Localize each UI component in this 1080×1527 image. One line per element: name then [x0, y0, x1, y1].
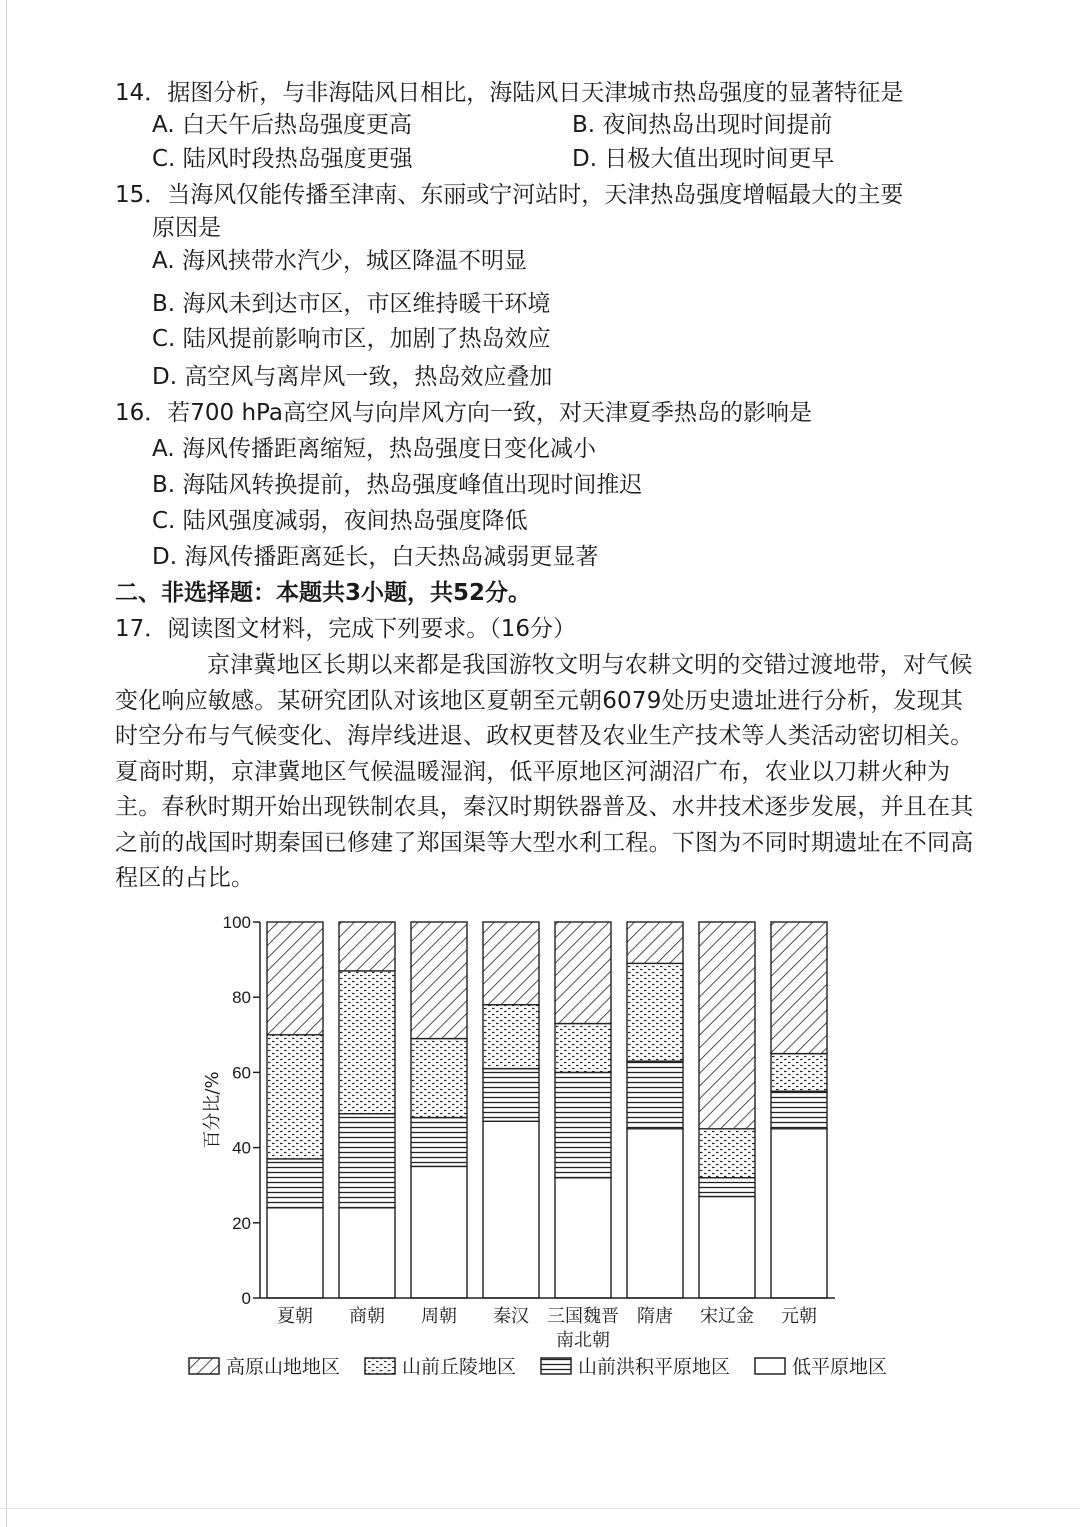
bar-segment-horizontal — [483, 1069, 539, 1122]
legend-label: 山前洪积平原地区 — [578, 1356, 731, 1378]
y-tick-label: 100 — [222, 913, 251, 932]
section-2-heading: 二、非选择题：本题共3小题，共52分。 — [115, 580, 532, 606]
legend-swatch-blank — [754, 1357, 786, 1375]
x-category-label: 宋辽金 — [700, 1306, 754, 1327]
x-category-label: 周朝 — [421, 1306, 457, 1327]
bar-segment-blank — [771, 1129, 827, 1298]
bar-segment-horizontal — [555, 1072, 611, 1177]
question-17-stem: 17．阅读图文材料，完成下列要求。（16分） — [115, 616, 577, 642]
bar-segment-diagonal — [699, 922, 755, 1129]
question-15-stem-line2: 原因是 — [152, 215, 221, 241]
legend-item-hills — [364, 1352, 516, 1379]
bar-segment-blank — [339, 1208, 395, 1298]
bar-segment-horizontal — [267, 1159, 323, 1208]
q14-option-d: D. 日极大值出现时间更早 — [572, 146, 835, 172]
y-axis-label: 百分比/% — [202, 1071, 223, 1149]
bar-segment-diagonal — [411, 922, 467, 1039]
legend-item-alluvial — [540, 1352, 730, 1379]
y-tick-label: 0 — [241, 1289, 251, 1308]
bar-segment-horizontal — [699, 1178, 755, 1197]
bar-segment-blank — [483, 1121, 539, 1298]
bar-segment-blank — [411, 1166, 467, 1298]
q15-option-d: D. 高空风与离岸风一致，热岛效应叠加 — [152, 364, 553, 390]
bar-segment-dotted — [267, 1035, 323, 1159]
page-bottom-edge — [0, 1508, 1080, 1509]
bar-segment-blank — [627, 1129, 683, 1298]
legend-label: 山前丘陵地区 — [402, 1356, 517, 1378]
bar-segment-horizontal — [411, 1118, 467, 1167]
bar-segment-diagonal — [483, 922, 539, 1005]
q15-option-c: C. 陆风提前影响市区，加剧了热岛效应 — [152, 326, 551, 352]
y-tick-label: 80 — [232, 988, 251, 1008]
bar-segment-dotted — [339, 971, 395, 1114]
bar-segment-horizontal — [771, 1091, 827, 1129]
question-17-paragraph: 京津冀地区长期以来都是我国游牧文明与农耕文明的交错过渡地带，对气候变化响应敏感。某研究团队对该地区夏朝至元朝6079处历史遗址进行分析，发现其时空分布与气候变化、海岸线进退、政权更替及农业生产技术等人类活动密切相关。夏商时期，京津冀地区气候温暖湿润，低平原地区河湖沼广布，农业以刀耕火种为主。春秋时期开始出现铁制农具，秦汉时期铁器普及、水井技术逐步发展，并且在其之前的战国时期秦国已修建了郑国渠等大型水利工程。下图为不同时期遗址在不同高程区的占比。 — [115, 652, 974, 891]
legend-swatch-dotted — [364, 1357, 396, 1375]
bar-segment-blank — [699, 1196, 755, 1298]
q16-option-b: B. 海陆风转换提前，热岛强度峰值出现时间推迟 — [152, 472, 643, 498]
stacked-bar-chart — [180, 905, 860, 1355]
legend-swatch-horizontal — [540, 1357, 572, 1375]
bar-segment-diagonal — [267, 922, 323, 1035]
bar-segment-diagonal — [627, 922, 683, 963]
legend-label: 高原山地地区 — [226, 1356, 341, 1378]
y-tick-label: 20 — [232, 1213, 251, 1233]
q15-option-a: A. 海风挟带水汽少，城区降温不明显 — [152, 248, 527, 274]
q14-option-b: B. 夜间热岛出现时间提前 — [572, 112, 833, 138]
legend-item-lowplain — [754, 1352, 887, 1379]
bar-segment-dotted — [483, 1005, 539, 1069]
legend-swatch-diagonal — [188, 1357, 220, 1375]
bar-segment-horizontal — [627, 1061, 683, 1129]
legend-item-plateau — [188, 1352, 340, 1379]
y-tick-label: 40 — [232, 1138, 251, 1158]
question-14-stem: 14．据图分析，与非海陆风日相比，海陆风日天津城市热岛强度的显著特征是 — [115, 80, 904, 106]
bar-segment-blank — [555, 1178, 611, 1298]
q16-option-d: D. 海风传播距离延长，白天热岛减弱更显著 — [152, 544, 599, 570]
bar-segment-diagonal — [339, 922, 395, 971]
bar-segment-diagonal — [771, 922, 827, 1054]
x-category-label: 三国魏晋 — [547, 1306, 619, 1327]
q14-option-a: A. 白天午后热岛强度更高 — [152, 112, 412, 138]
question-15-stem-line1: 15．当海风仅能传播至津南、东丽或宁河站时，天津热岛强度增幅最大的主要 — [115, 182, 904, 208]
x-category-label: 隋唐 — [637, 1306, 673, 1327]
x-category-label: 夏朝 — [277, 1306, 313, 1327]
question-16-stem: 16．若700 hPa高空风与向岸风方向一致，对天津夏季热岛的影响是 — [115, 400, 812, 426]
q15-option-b: B. 海风未到达市区，市区维持暖干环境 — [152, 291, 551, 317]
bar-segment-dotted — [627, 963, 683, 1061]
bar-segment-dotted — [771, 1054, 827, 1092]
bar-segment-dotted — [699, 1129, 755, 1178]
bar-segment-blank — [267, 1208, 323, 1298]
legend-label: 低平原地区 — [792, 1356, 888, 1378]
x-category-label: 商朝 — [349, 1306, 385, 1327]
bar-segment-dotted — [555, 1024, 611, 1073]
x-category-label: 元朝 — [781, 1306, 817, 1327]
x-category-label: 秦汉 — [493, 1306, 529, 1327]
bar-segment-horizontal — [339, 1114, 395, 1208]
chart-legend — [188, 1352, 911, 1379]
page-left-edge — [6, 0, 7, 1527]
bar-segment-dotted — [411, 1039, 467, 1118]
x-category-label-line2: 南北朝 — [556, 1330, 610, 1351]
y-tick-label: 60 — [232, 1063, 251, 1083]
q16-option-a: A. 海风传播距离缩短，热岛强度日变化减小 — [152, 436, 596, 462]
q14-option-c: C. 陆风时段热岛强度更强 — [152, 146, 413, 172]
q16-option-c: C. 陆风强度减弱，夜间热岛强度降低 — [152, 508, 528, 534]
bar-segment-diagonal — [555, 922, 611, 1024]
